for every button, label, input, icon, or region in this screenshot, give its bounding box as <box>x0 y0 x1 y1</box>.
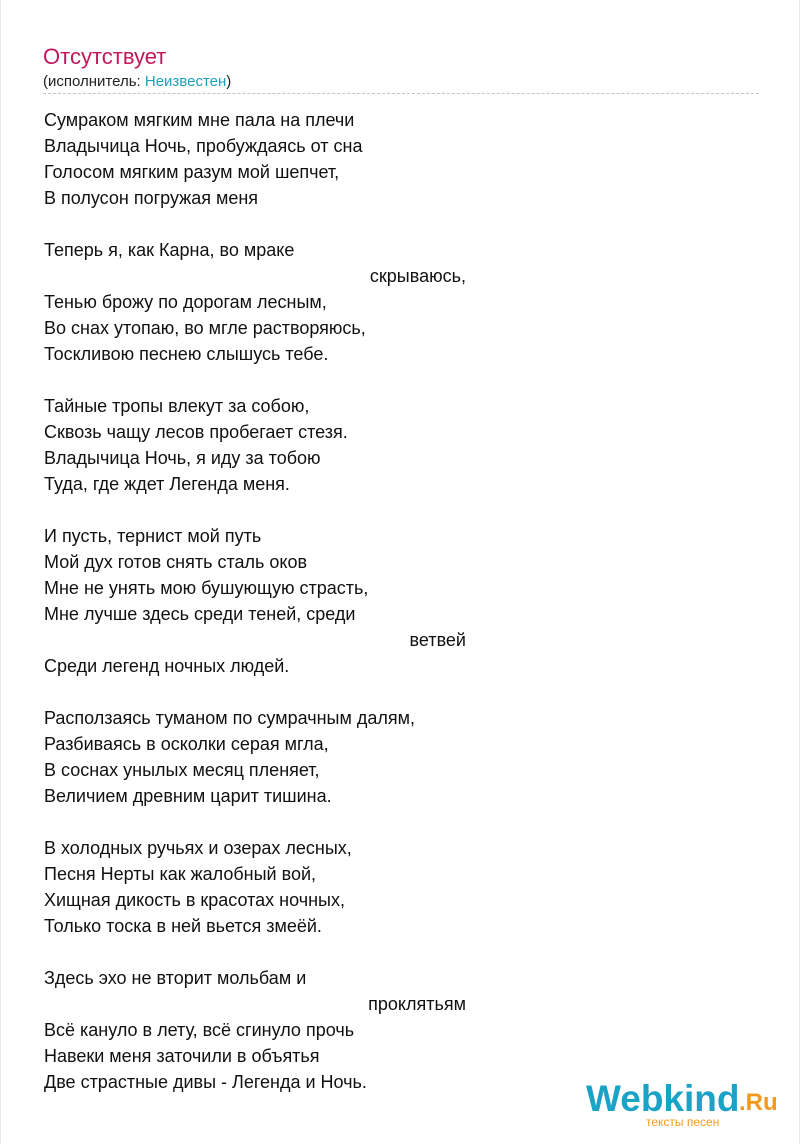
lyric-line: Тайные тропы влекут за собою, <box>44 396 310 416</box>
stanza-break <box>44 497 474 523</box>
logo-main-text: Webkind <box>586 1078 740 1119</box>
lyric-line: Всё кануло в лету, всё сгинуло прочь <box>44 1020 355 1040</box>
lyrics-text <box>44 107 474 1095</box>
lyric-line: Две страстные дивы - Легенда и Ночь. <box>44 1072 367 1092</box>
stanza-break <box>44 809 474 835</box>
logo-tagline: тексты песен <box>646 1115 720 1129</box>
artist-suffix: ) <box>226 73 232 90</box>
artist-line <box>43 73 231 91</box>
artist-link[interactable]: Неизвестен <box>144 73 227 90</box>
logo-tld-text: Ru <box>745 1089 778 1116</box>
stanza-break <box>44 679 474 705</box>
lyric-line: Мне лучше здесь среди теней, среди <box>44 604 356 624</box>
stanza-break <box>44 939 474 965</box>
lyric-line: Мой дух готов снять сталь оков <box>44 552 308 572</box>
logo-dot: . <box>739 1089 746 1116</box>
lyric-line: Владычица Ночь, пробуждаясь от сна <box>44 136 363 156</box>
lyric-line: Сквозь чащу лесов пробегает стезя. <box>44 422 348 442</box>
lyric-line: Тенью брожу по дорогам лесным, <box>44 292 327 312</box>
lyric-line: Величием древним царит тишина. <box>44 786 332 806</box>
lyric-line: Расползаясь туманом по сумрачным далям, <box>44 708 415 728</box>
lyric-line: Мне не унять мою бушующую страсть, <box>44 578 369 598</box>
lyric-line: Песня Нерты как жалобный вой, <box>44 864 317 884</box>
lyric-line: В полусон погружая меня <box>44 188 259 208</box>
lyric-line: Владычица Ночь, я иду за тобою <box>44 448 321 468</box>
lyric-line: Среди легенд ночных людей. <box>44 656 290 676</box>
lyric-line: Хищная дикость в красотах ночных, <box>44 890 345 910</box>
lyric-line: Теперь я, как Карна, во мраке <box>44 240 295 260</box>
song-title: Отсутствует <box>43 44 167 69</box>
logo-tld <box>739 1090 778 1116</box>
lyric-line: ветвей <box>409 630 466 650</box>
lyric-line: В соснах унылых месяц пленяет, <box>44 760 320 780</box>
dashed-divider <box>43 93 759 94</box>
lyric-line: В холодных ручьях и озерах лесных, <box>44 838 352 858</box>
lyric-line: Разбиваясь в осколки серая мгла, <box>44 734 329 754</box>
artist-prefix: (исполнитель: <box>43 73 145 90</box>
lyric-line: Сумраком мягким мне пала на плечи <box>44 110 355 130</box>
lyric-line: Здесь эхо не вторит мольбам и <box>44 968 307 988</box>
lyric-line: Голосом мягким разум мой шепчет, <box>44 162 340 182</box>
stanza-break <box>44 367 474 393</box>
stanza-break <box>44 211 474 237</box>
lyric-line: Во снах утопаю, во мгле растворяюсь, <box>44 318 366 338</box>
lyric-line: Туда, где ждет Легенда меня. <box>44 474 290 494</box>
lyric-line: Навеки меня заточили в объятья <box>44 1046 320 1066</box>
lyric-line: И пусть, тернист мой путь <box>44 526 262 546</box>
webkind-logo[interactable] <box>586 1078 786 1128</box>
lyric-line: скрываюсь, <box>369 266 466 286</box>
lyric-line: Только тоска в ней вьется змеёй. <box>44 916 322 936</box>
lyric-line: Тоскливою песнею слышусь тебе. <box>44 344 329 364</box>
lyric-line: проклятьям <box>368 994 466 1014</box>
